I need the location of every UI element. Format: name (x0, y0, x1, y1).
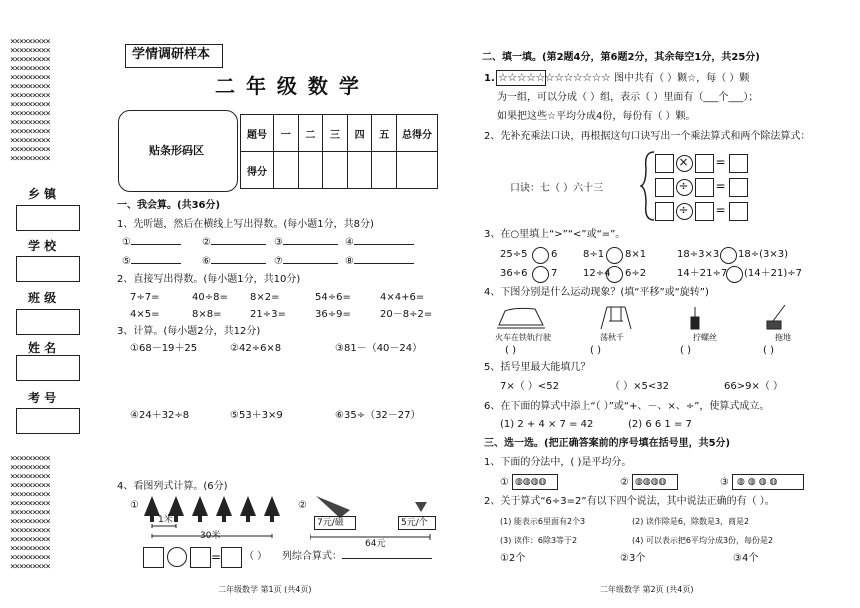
s1-q1-item-6: ⑥ (202, 256, 266, 268)
swing-icon (601, 307, 631, 329)
s1-q3-3: ③81－（40－24） (335, 343, 423, 354)
s2-q5-2[interactable]: （ ）×5<32 (610, 381, 670, 392)
answer-box[interactable] (655, 202, 674, 221)
s1-q2-r1-2: 40÷8= (192, 292, 228, 303)
score-table (240, 114, 438, 189)
s3-q2-opt-3[interactable]: ③4个 (733, 553, 759, 564)
answer-box[interactable] (655, 178, 674, 197)
s1-q3-5: ⑤53＋3×9 (230, 410, 283, 421)
s1-q2-r1-5: 4×4+6= (380, 292, 425, 303)
mop-icon (767, 305, 785, 329)
bag-price-tag (398, 516, 436, 530)
compare-circle[interactable] (606, 266, 623, 283)
s2-q5-1[interactable]: 7×（ ）<52 (500, 381, 560, 392)
answer-box[interactable] (729, 154, 748, 173)
score-cell[interactable] (372, 152, 397, 189)
score-header-3: 三 (323, 115, 348, 152)
s1-q1-item-8: ⑧ (345, 256, 414, 268)
s1-q2-r2-3: 21÷3= (250, 309, 286, 320)
s3-q2-opt-2[interactable]: ②3个 (620, 553, 646, 564)
apple-group-2 (632, 474, 678, 490)
label-class: 班 级 (28, 291, 57, 305)
section1-title: 一、我会算。(共36分) (117, 200, 221, 211)
barcode-area (118, 110, 238, 192)
motion-label-screw: 拧螺丝 (693, 333, 717, 342)
s2-q1-line1: 图中共有（ ）颗☆，每（ ）颗 (614, 73, 750, 84)
binding-pattern-top: ⨯⨯⨯⨯⨯⨯⨯⨯⨯ ⨯⨯⨯⨯⨯⨯⨯⨯⨯ ⨯⨯⨯⨯⨯⨯⨯⨯⨯ ⨯⨯⨯⨯⨯⨯⨯⨯⨯ ⨯⨯⨯⨯⨯⨯⨯⨯⨯ ⨯⨯⨯⨯⨯⨯⨯⨯⨯ ⨯⨯⨯⨯⨯⨯⨯⨯⨯ ⨯⨯⨯⨯⨯⨯⨯⨯⨯ ⨯⨯⨯⨯⨯⨯⨯⨯⨯ ⨯⨯⨯⨯⨯⨯⨯⨯⨯ ⨯⨯⨯⨯⨯⨯⨯⨯⨯ ⨯⨯⨯⨯⨯⨯⨯⨯⨯ ⨯⨯⨯⨯⨯⨯⨯⨯⨯ ⨯⨯⨯⨯⨯⨯⨯⨯⨯ (10, 37, 50, 164)
score-cell[interactable] (298, 152, 323, 189)
s1-q2-r2-4: 36÷9= (315, 309, 351, 320)
operator-circle[interactable] (167, 547, 187, 567)
s2-q5-3[interactable]: 66>9×（ ） (724, 381, 784, 392)
s3-opt2-mark[interactable]: ② (620, 477, 629, 488)
answer-box[interactable] (143, 547, 164, 568)
s1-q2-r2-1: 4×5= (130, 309, 160, 320)
answer-box[interactable] (729, 202, 748, 221)
name-field[interactable] (16, 355, 80, 381)
class-field[interactable] (16, 309, 80, 335)
town-field[interactable] (16, 205, 80, 231)
screwdriver-icon (691, 307, 699, 329)
s1-q4-mark-1: ① (130, 500, 139, 511)
score-header-number: 题号 (241, 115, 274, 152)
compare-left: 18÷3×3 (677, 249, 720, 260)
s1-q2-r2-5: 20－8÷2= (380, 309, 433, 320)
s1-q3-6: ⑥35÷（32－27） (335, 410, 421, 421)
s3-q2-statement-1: (1) 能表示6里面有2个3 (500, 517, 586, 526)
s1-q4-mark-2: ② (298, 500, 307, 511)
corn-icon (316, 496, 350, 518)
s1-q1-item-1: ① (122, 237, 181, 249)
s1-q2-r1-4: 54÷6= (315, 292, 351, 303)
s2-q6-2[interactable]: (2) 6 6 1 = 7 (628, 419, 692, 430)
s3-q2-statement-4: (4) 可以表示把6平均分成3份，每份是2 (632, 536, 774, 545)
divide-sign: ÷ (678, 179, 689, 193)
s1-q1-item-7: ⑦ (274, 256, 338, 268)
footer-page1: 二年级数学 第1页 (共4页) (218, 585, 312, 594)
compare-circle[interactable] (532, 247, 549, 264)
school-field[interactable] (16, 256, 80, 282)
score-cell[interactable] (323, 152, 348, 189)
compare-circle[interactable] (606, 247, 623, 264)
s1-q3-1: ①68－19＋25 (130, 343, 198, 354)
s2-q6-1[interactable]: (1) 2 + 4 × 7 = 42 (500, 419, 594, 430)
answer-box[interactable] (655, 154, 674, 173)
score-header-total: 总得分 (397, 115, 438, 152)
equals-sign: = (715, 155, 726, 169)
motion-answer[interactable]: ( ) (590, 345, 601, 356)
stars-row: ☆☆☆☆☆☆☆☆☆☆☆☆ (498, 71, 611, 84)
score-cell[interactable] (347, 152, 372, 189)
s1-q2-r2-2: 8×8= (192, 309, 222, 320)
compare-right: 6÷2 (625, 268, 647, 279)
sample-stamp (125, 44, 223, 68)
s1-q2-r1-3: 8×2= (250, 292, 280, 303)
apple-group-1 (512, 474, 558, 490)
answer-box[interactable] (190, 547, 211, 568)
motion-label-swing: 荡秋千 (600, 333, 624, 342)
motion-label-mop: 拖地 (775, 333, 791, 342)
binding-pattern-bottom: ⨯⨯⨯⨯⨯⨯⨯⨯⨯ ⨯⨯⨯⨯⨯⨯⨯⨯⨯ ⨯⨯⨯⨯⨯⨯⨯⨯⨯ ⨯⨯⨯⨯⨯⨯⨯⨯⨯ ⨯⨯⨯⨯⨯⨯⨯⨯⨯ ⨯⨯⨯⨯⨯⨯⨯⨯⨯ ⨯⨯⨯⨯⨯⨯⨯⨯⨯ ⨯⨯⨯⨯⨯⨯⨯⨯⨯ ⨯⨯⨯⨯⨯⨯⨯⨯⨯ ⨯⨯⨯⨯⨯⨯⨯⨯⨯ ⨯⨯⨯⨯⨯⨯⨯⨯⨯ ⨯⨯⨯⨯⨯⨯⨯⨯⨯ ⨯⨯⨯⨯⨯⨯⨯⨯⨯ (10, 454, 50, 572)
s2-q2-koujue: 口诀：七（ ）六十三 (510, 183, 604, 194)
answer-box[interactable] (729, 178, 748, 197)
s2-q6: 6、在下面的算式中添上“（ ）”或“+、－、×、÷”，使算式成立。 (484, 401, 770, 412)
bag-price: 5元/个 (401, 518, 428, 528)
train-icon (497, 308, 545, 328)
motion-answer[interactable]: ( ) (763, 345, 774, 356)
compare-circle[interactable] (726, 266, 743, 283)
compare-left: 14＋21÷7 (677, 268, 728, 279)
tree-icon (216, 496, 232, 522)
money-total-label: 64元 (365, 539, 386, 549)
equals-sign: = (715, 203, 726, 217)
compare-right: 6 (551, 249, 558, 260)
compare-circle[interactable] (532, 266, 549, 283)
s2-q3: 3、在○里填上“>”“<”或“=”。 (484, 229, 626, 240)
label-school: 学 校 (28, 239, 57, 253)
shuttlecock-icon (415, 502, 427, 512)
tree-gap-label: 1米 (158, 515, 173, 525)
brace-icon (640, 150, 656, 222)
s3-q2-statement-3: (3) 读作：6除3等于2 (500, 536, 578, 545)
s1-q3: 3、计算。(每小题2分，共12分) (117, 326, 261, 337)
s1-q2-r1-1: 7÷7= (130, 292, 160, 303)
corn-price-tag (314, 516, 356, 530)
compare-right: 7 (551, 268, 558, 279)
footer-page2: 二年级数学 第2页 (共4页) (600, 585, 694, 594)
score-header-5: 五 (372, 115, 397, 152)
s3-opt1-mark[interactable]: ① (500, 477, 509, 488)
compare-left: 8÷1 (583, 249, 605, 260)
score-cell[interactable] (274, 152, 299, 189)
s2-q2: 2、先补充乘法口诀，再根据这句口诀写出一个乘法算式和两个除法算式： (484, 131, 811, 142)
tree-icon (192, 496, 208, 522)
label-town: 乡 镇 (28, 187, 57, 201)
s1-q1-item-2: ② (202, 237, 266, 249)
compare-right: 8×1 (625, 249, 647, 260)
compare-right: (14＋21)÷7 (744, 268, 802, 279)
apple-icon: ◍◍◍◍ (737, 477, 781, 487)
apple-icon: ◍◍◍◍ (515, 477, 547, 487)
s1-q1-item-4: ④ (345, 237, 414, 249)
section2-title: 二、填一填。(第2题4分，第6题2分，其余每空1分，共25分) (482, 52, 760, 63)
compare-left: 36÷6 (500, 268, 528, 279)
s1-q3-2: ②42÷6×8 (230, 343, 282, 354)
s1-q1-item-3: ③ (274, 237, 338, 249)
s1-q1-item-5: ⑤ (122, 256, 181, 268)
label-name: 姓 名 (28, 341, 57, 355)
compare-right: 18÷(3×3) (738, 249, 789, 260)
page-title: 二 年 级 数 学 (215, 74, 361, 98)
s1-q3-4: ④24＋32÷8 (130, 410, 190, 421)
exam-number-field[interactable] (16, 408, 80, 434)
apple-group-3 (732, 474, 804, 490)
barcode-label: 贴条形码区 (149, 144, 204, 157)
score-cell[interactable] (397, 152, 438, 189)
tree-icon (264, 496, 280, 522)
answer-box[interactable] (221, 547, 242, 568)
motion-illustrations (495, 303, 825, 333)
answer-unit-paren: （ ） (244, 551, 268, 562)
tree-icon (240, 496, 256, 522)
divide-sign: ÷ (678, 203, 689, 217)
equals-sign: = (715, 179, 726, 193)
multiply-sign: × (678, 155, 689, 169)
score-header-4: 四 (347, 115, 372, 152)
s1-q4: 4、看图列式计算。(6分) (117, 481, 228, 492)
motion-label-train: 火车在铁轨行驶 (495, 333, 551, 342)
s2-q5: 5、括号里最大能填几？ (484, 362, 591, 373)
tree-total-label: 30米 (200, 531, 221, 541)
s1-q2: 2、直接写出得数。(每小题1分，共10分) (117, 274, 301, 285)
apple-icon: ◍◍◍◍ (635, 477, 667, 487)
section3-title: 三、选一选。(把正确答案前的序号填在括号里，共5分) (484, 438, 731, 449)
s2-q1-line2: 为一组，可以分成（ ）组，表示（ ）里面有（___个___）； (497, 92, 759, 103)
motion-answer[interactable]: ( ) (680, 345, 691, 356)
compare-circle[interactable] (720, 247, 737, 264)
compare-left: 12÷4 (583, 268, 611, 279)
s3-q2: 2、关于算式“6÷3=2”有以下四个说法，其中说法正确的有（ ）。 (484, 496, 775, 507)
s3-q2-opt-1[interactable]: ①2个 (500, 553, 526, 564)
sample-stamp-text: 学情调研样本 (132, 47, 211, 62)
score-header-1: 一 (274, 115, 299, 152)
s2-q1-number: 1. (484, 73, 495, 84)
motion-answer[interactable]: ( ) (505, 345, 516, 356)
s2-q1-line3: 如果把这些☆平均分成4份，每份有（ ）颗。 (497, 111, 696, 122)
label-exam-number: 考 号 (28, 391, 57, 405)
corn-price: 7元/磁 (317, 518, 344, 528)
score-row-label: 得分 (241, 152, 274, 189)
s2-q4: 4、下图分别是什么运动现象？(填“平移”或“旋转”) (484, 287, 709, 298)
compare-left: 25÷5 (500, 249, 528, 260)
s3-opt3-mark[interactable]: ③ (720, 477, 729, 488)
s1-q1: 1、先听题，然后在横线上写出得数。(每小题1分，共8分) (117, 219, 374, 230)
equals-sign: = (211, 550, 222, 564)
score-header-2: 二 (298, 115, 323, 152)
combined-formula-label: 列综合算式： (282, 551, 432, 563)
s3-q1: 1、下面的分法中，( )是平均分。 (484, 457, 632, 468)
s3-q2-statement-2: (2) 读作除是6，除数是3，商是2 (632, 517, 750, 526)
